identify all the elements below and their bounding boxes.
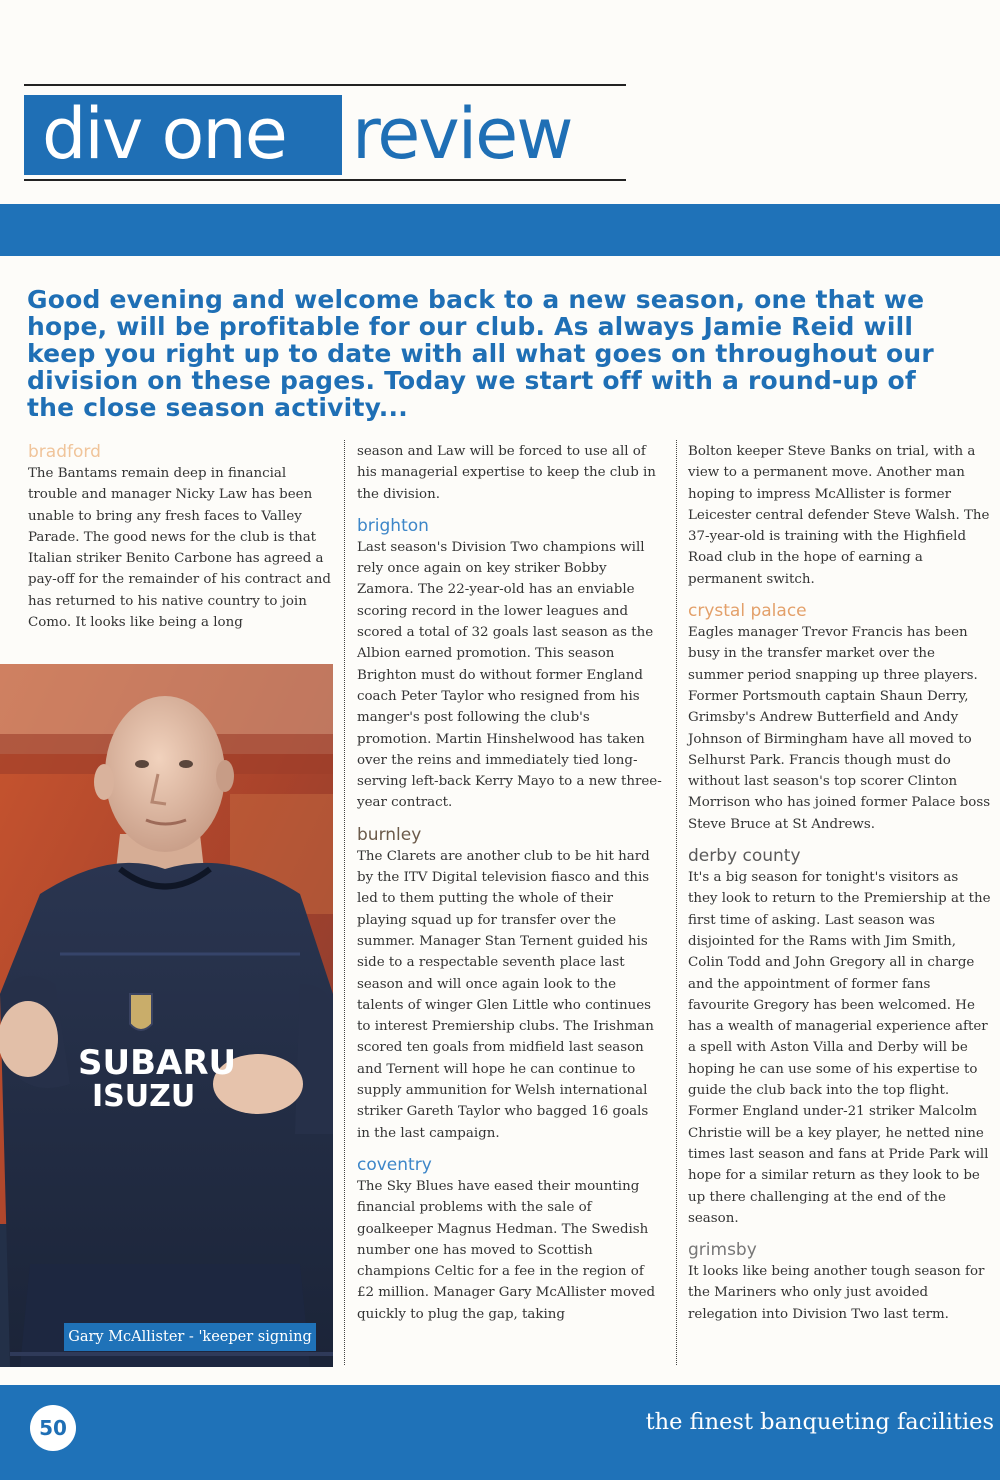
section-heading: derby county bbox=[688, 846, 801, 867]
article-column-1 bbox=[28, 441, 332, 633]
article-paragraph: It looks like being another tough season for the Mariners who only just avoided relegation into Division Two last term. bbox=[688, 1264, 985, 1322]
player-photo-illustration bbox=[0, 664, 333, 1367]
article-column-2 bbox=[357, 441, 663, 1325]
section-heading: bradford bbox=[28, 442, 101, 462]
article-paragraph: The Sky Blues have eased their mounting financial problems with the sale of goalkeeper Magnus Hedman. The Swedish number one has moved to Scottish champions Celtic for a fee in the region of £2 million. Manager Gary McAllister moved quickly to plug the gap, taking bbox=[357, 1178, 656, 1322]
footer-tagline: the finest banqueting facilities bbox=[645, 1409, 994, 1435]
shirt-sponsor-1: SUBARU bbox=[78, 1043, 237, 1083]
column-divider-2 bbox=[676, 440, 677, 1365]
intro-paragraph: Good evening and welcome back to a new season, one that we hope, will be profitable for our club. As always Jamie Reid will keep you right up to date with all what goes on throughout our division on these pages. Today we start off with a round-up of the close season activity... bbox=[27, 285, 934, 422]
section-heading: brighton bbox=[357, 515, 429, 536]
section-heading: burnley bbox=[357, 824, 422, 845]
section-heading: crystal palace bbox=[688, 601, 807, 622]
section-heading: grimsby bbox=[688, 1240, 757, 1261]
article-paragraph: season and Law will be forced to use all of his managerial expertise to keep the club in the division. bbox=[357, 444, 656, 502]
section-heading: coventry bbox=[357, 1154, 432, 1175]
photo-caption: Gary McAllister - 'keeper signing bbox=[64, 1323, 316, 1351]
player-photo bbox=[0, 664, 333, 1367]
page-number-badge: 50 bbox=[30, 1405, 76, 1451]
article-paragraph: Bolton keeper Steve Banks on trial, with a view to a permanent move. Another man hoping to impress McAllister is former Leicester central defender Steve Walsh. The 37-year-old is training with the Highfield Road club in the hope of earning a permanent switch. bbox=[688, 444, 990, 587]
article-paragraph: Last season's Division Two champions will rely once again on key striker Bobby Zamora. The 22-year-old has an enviable scoring record in the lower leagues and scored a total of 32 goals last season as the Albion earned promotion. This season Brighton must do without former England coach Peter Taylor who resigned from his manger's post following the club's promotion. Martin Hinshelwood has taken over the reins and immediately tied long-serving left-back Kerry Mayo to a new three-year contract. bbox=[357, 539, 662, 811]
article-paragraph: The Clarets are another club to be hit hard by the ITV Digital television fiasco and this led to them putting the whole of their playing squad up for transfer over the summer. Manager Stan Ternent guided his side to a respectable seventh place last season and will once again look to the talents of winger Glen Little who continues to interest Premiership clubs. The Irishman scored ten goals from midfield last season and Ternent will hope he can continue to supply ammunition for Welsh international striker Gareth Taylor who bagged 16 goals in the last campaign. bbox=[357, 848, 654, 1141]
article-paragraph: The Bantams remain deep in financial trouble and manager Nicky Law has been unable to bring any fresh faces to Valley Parade. The good news for the club is that Italian striker Benito Carbone has agreed a pay-off for the remainder of his contract and has returned to his native country to join Como. It looks like being a long bbox=[28, 466, 331, 631]
header-blue-band bbox=[0, 204, 1000, 256]
column-divider-1 bbox=[344, 440, 345, 1365]
article-column-3 bbox=[688, 441, 991, 1325]
article-paragraph: Eagles manager Trevor Francis has been busy in the transfer market over the summer period snapping up three players. Former Portsmouth captain Shaun Derry, Grimsby's Andrew Butterfield and Andy Johnson of Birmingham have all moved to Selhurst Park. Francis though must do without last season's top scorer Clinton Morrison who has joined former Palace boss Steve Bruce at St Andrews. bbox=[688, 625, 991, 832]
page-title-part1: div one bbox=[42, 93, 286, 175]
header-bottom-rule bbox=[24, 179, 626, 181]
shirt-sponsor-2: ISUZU bbox=[92, 1079, 196, 1114]
article-paragraph: It's a big season for tonight's visitors as they look to return to the Premiership at the first time of asking. Last season was disjointed for the Rams with Jim Smith, Colin Todd and John Gregory all in charge and the appointment of former fans favourite Gregory has been welcomed. He has a wealth of managerial experience after a spell with Aston Villa and Derby will be hoping he can use some of his expertise to guide the club back into the top flight. Former England under-21 striker Malcolm Christie will be a key player, he netted nine times last season and fans at Pride Park will hope for a similar return as they look to be up there challenging at the end of the season. bbox=[688, 870, 991, 1226]
header-top-rule bbox=[24, 84, 626, 86]
page-title-part2: review bbox=[352, 93, 572, 175]
